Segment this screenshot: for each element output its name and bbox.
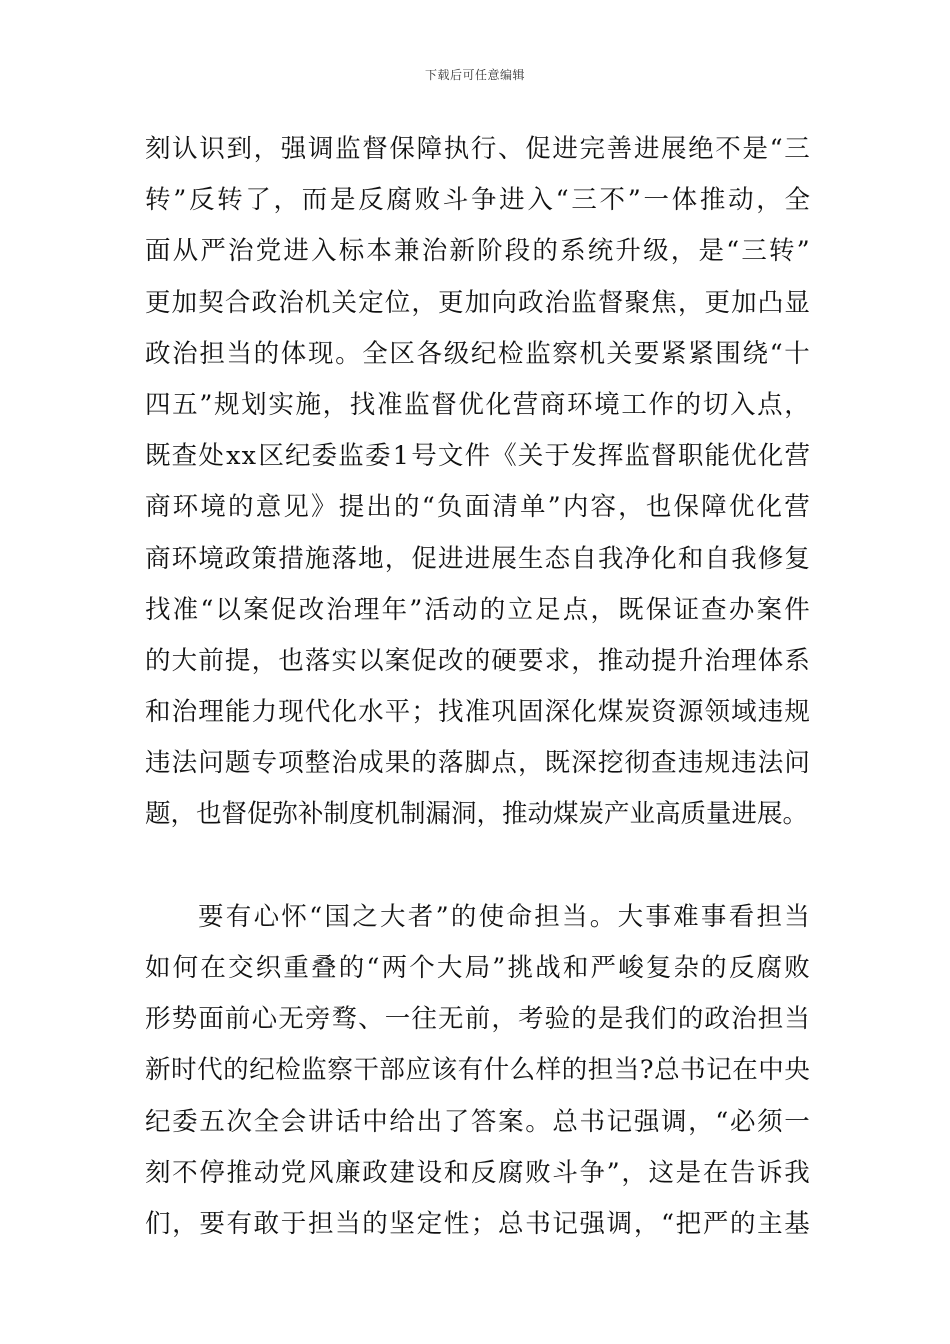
paragraph-2: [145, 892, 810, 1250]
text-line: 要 有 心 怀 “ 国 之 大 者 ” 的 使 命 担 当 。 大 事 难 事 看 担 当: [198, 901, 810, 932]
text-line: 刻 认 识 到 ， 强 调 监 督 保 障 执 行 、 促 进 完 善 进 展 绝 不 是 “ 三: [145, 134, 810, 164]
text-line: 更 加 契 合 政 治 机 关 定 位 ， 更 加 向 政 治 监 督 聚 焦 ， 更 加 凸 显: [145, 287, 810, 318]
text-line: 纪 委 五 次 全 会 讲 话 中 给 出 了 答 案 。 总 书 记 强 调 ， “ 必 须 一: [145, 1106, 810, 1137]
text-line: 和 治 理 能 力 现 代 化 水 平 ； 找 准 巩 固 深 化 煤 炭 资 源 领 域 违 规: [145, 697, 810, 728]
text-line: 找 准 “ 以 案 促 改 治 理 年 ” 活 动 的 立 足 点 ， 既 保 证 查 办 案 件: [145, 594, 810, 625]
text-line: 政 治 担 当 的 体 现 。 全 区 各 级 纪 检 监 察 机 关 要 紧 紧 围 绕 “ 十: [145, 338, 810, 369]
text-line: 商 环 境 的 意 见 》 提 出 的 “ 负 面 清 单 ” 内 容 ， 也 保 障 优 化 营: [145, 492, 810, 523]
paragraph-gap: [145, 841, 810, 892]
text-line: 们 ， 要 有 敢 于 担 当 的 坚 定 性 ； 总 书 记 强 调 ， “ 把 严 的 主 基: [145, 1208, 810, 1239]
text-line: 四 五 ” 规 划 实 施 ， 找 准 监 督 优 化 营 商 环 境 工 作 的 切 入 点 ，: [145, 389, 810, 420]
text-line: 刻 不 停 推 动 党 风 廉 政 建 设 和 反 腐 败 斗 争 ” ， 这 是 在 告 诉 我: [145, 1157, 810, 1188]
text-line: 商 环 境 政 策 措 施 落 地 ， 促 进 进 展 生 态 自 我 净 化 和 自 我 修 复: [145, 543, 810, 574]
text-line: 违 法 问 题 专 项 整 治 成 果 的 落 脚 点 ， 既 深 挖 彻 查 违 规 违 法 问: [145, 748, 810, 779]
text-line: 面 从 严 治 党 进 入 标 本 兼 治 新 阶 段 的 系 统 升 级 ， 是 “ 三 转 ”: [145, 236, 810, 267]
page-header: 下载后可任意编辑: [424, 68, 525, 82]
text-line: 新 时 代 的 纪 检 监 察 干 部 应 该 有 什 么 样 的 担 当 ? 总 书 记 在 中 央: [145, 1055, 810, 1086]
text-line: 转 ” 反 转 了 ， 而 是 反 腐 败 斗 争 进 入 “ 三 不 ” 一 体 推 动 ， 全: [145, 185, 810, 216]
paragraph-1: [145, 124, 810, 841]
document-body: [145, 124, 810, 1250]
text-line: 如 何 在 交 织 重 叠 的 “ 两 个 大 局 ” 挑 战 和 严 峻 复 杂 的 反 腐 败: [145, 953, 810, 983]
text-line: 的 大 前 提 ， 也 落 实 以 案 促 改 的 硬 要 求 ， 推 动 提 升 治 理 体 系: [145, 645, 810, 676]
text-line: 形 势 面 前 心 无 旁 骛 、 一 往 无 前 ， 考 验 的 是 我 们 的 政 治 担 当: [145, 1004, 810, 1035]
text-line: 题，也督促弥补制度机制漏洞，推动煤炭产业高质量进展。: [145, 799, 809, 830]
text-line: 既 查 处 x x 区 纪 委 监 委 1 号 文 件 《 关 于 发 挥 监 督 职 能 优 化 营: [145, 441, 810, 472]
